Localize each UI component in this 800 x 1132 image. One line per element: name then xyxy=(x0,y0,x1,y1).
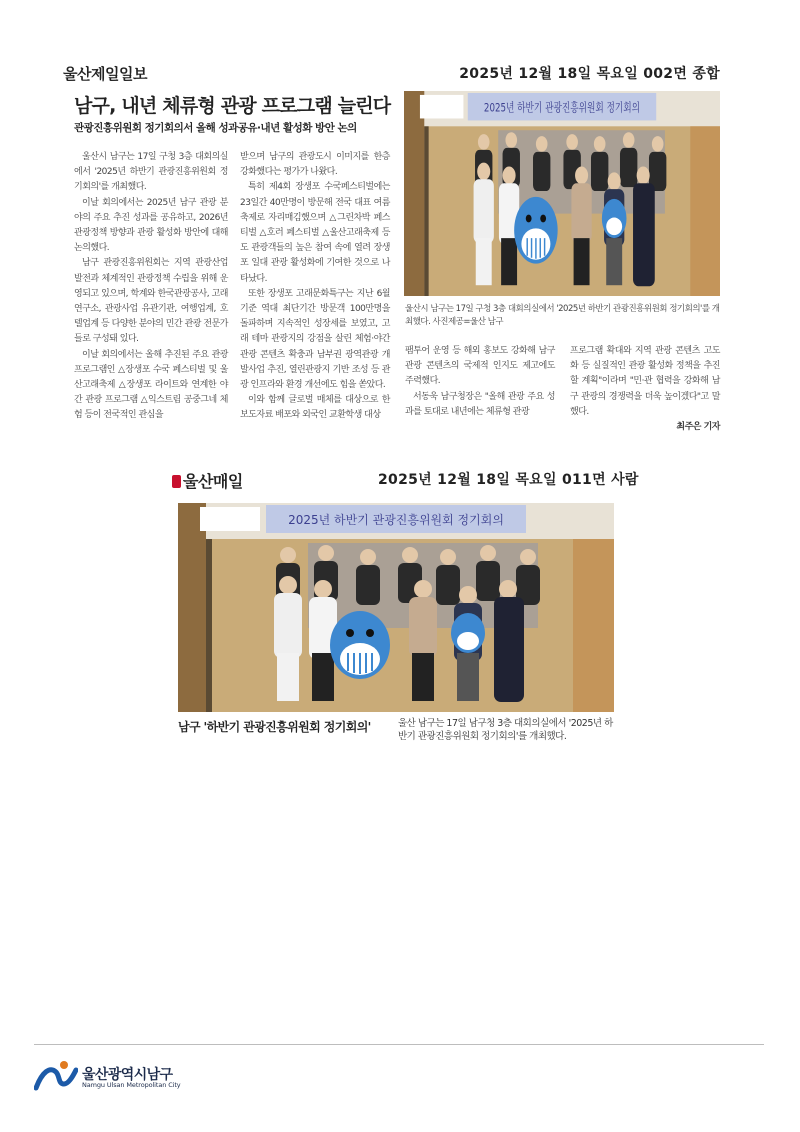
article-column-2 xyxy=(240,150,390,424)
article-column-1 xyxy=(74,150,228,424)
photo-banner-text: 2025년 하반기 관광진흥위원회 정기회의 xyxy=(288,513,504,527)
newspaper-name: 울산제일일보 xyxy=(63,65,147,83)
photo-caption: 울산 남구는 17일 남구청 3층 대회의실에서 '2025년 하반기 관광진흥위원회 정기회의'를 개최했다. xyxy=(398,718,613,742)
paragraph: 서동욱 남구청장은 "올해 관광 주요 성과를 토대로 내년에는 체류형 관광 xyxy=(405,391,555,417)
paragraph: 받으며 남구의 관광도시 이미지를 한층 강화했다는 평가가 나왔다. xyxy=(240,152,390,178)
paragraph: 이와 함께 글로벌 매체를 대상으로 한 보도자료 배포와 외국인 교환학생 대상 xyxy=(240,395,390,421)
article-subheadline: 관광진흥위원회 정기회의서 올해 성과공유·내년 활성화 방안 논의 xyxy=(74,122,357,134)
paragraph: 이날 회의에서는 올해 추진된 주요 관광 프로그램인 △장생포 수국 페스티벌 및 울산고래축제 △장생포 라이트와 연계한 야간 관광 프로그램 △익스트림 공중그네 체험 등이 전국적인 관심을 xyxy=(74,349,228,421)
paragraph: 특히 제4회 장생포 수국페스티벌에는 23일간 40만명이 방문해 전국 대표 여름축제로 자리매김했으며 △그린차박 페스티벌 △호러 페스티벌 △울산고래축제 등도 관광객들의 높은 참여 속에 열려 장생포 일대 관광 활성화에 기여한 것으로 나타났다. xyxy=(240,182,390,284)
photo-caption-title: 남구 '하반기 관광진흥위원회 정기회의' xyxy=(178,720,371,734)
article-column-3 xyxy=(405,344,555,420)
namgu-logo-icon xyxy=(34,1058,78,1092)
reporter-byline: 최주은 기자 xyxy=(676,422,720,433)
paragraph: 이날 회의에서는 2025년 남구 관광 분야의 주요 추진 성과를 공유하고, 2026년 관광정책 방향과 관광 활성화 방안에 대해 논의했다. xyxy=(74,197,228,254)
paragraph: 프로그램 확대와 지역 관광 콘텐츠 고도화 등 실질적인 관광 활성화 정책을 추진할 계획"이라며 "민·관 협력을 강화해 남구 관광의 경쟁력을 더욱 높이겠다"고 말했다. xyxy=(570,346,720,417)
article-photo-1 xyxy=(404,91,720,296)
newspaper-name: 울산매일 xyxy=(183,472,243,491)
publication-date: 2025년 12월 18일 목요일 002면 종합 xyxy=(459,66,720,82)
photo-banner-text: 2025년 하반기 관광진흥위원회 정기회의 xyxy=(483,101,641,116)
organization-name: 울산광역시남구 xyxy=(82,1067,173,1083)
article-column-4 xyxy=(570,344,720,435)
ulsan-maeil-logo-icon xyxy=(172,475,181,488)
footer-divider xyxy=(34,1044,764,1045)
paragraph: 또한 장생포 고래문화특구는 지난 6월 기준 역대 최단기간 방문객 100만명을 돌파하며 지속적인 성장세를 보였고, 고래 테마 관광지의 강점을 살린 체험·야간관광 콘텐츠 확충과 남부권 광역관광 개발사업 추진, 열린관광지 기반 조성 등 관광 인프라와 환경 개선에도 힘을 쏟았다. xyxy=(240,288,390,391)
organization-name-english: Namgu Ulsan Metropolitan City xyxy=(82,1081,181,1089)
paragraph: 남구 관광진흥위원회는 지역 관광산업 발전과 체계적인 관광정책 수립을 위해 운영되고 있으며, 학계와 한국관광공사, 고래연구소, 관광사업 유관기관, 여행업계, 호텔업계 등 다양한 분야의 민간 관광 전문가들로 구성돼 있다. xyxy=(74,258,228,345)
newspaper-logo xyxy=(172,469,243,492)
article-headline: 남구, 내년 체류형 관광 프로그램 늘린다 xyxy=(74,95,391,117)
photo-caption: 울산시 남구는 17일 구청 3층 대회의실에서 '2025년 하반기 관광진흥위원회 정기회의'를 개최했다. 사진제공=울산 남구 xyxy=(405,304,720,327)
paragraph: 울산시 남구는 17일 구청 3층 대회의실에서 '2025년 하반기 관광진흥위원회 정기회의'를 개최했다. xyxy=(74,152,228,193)
publication-date: 2025년 12월 18일 목요일 011면 사람 xyxy=(378,472,639,488)
paragraph: 팸투어 운영 등 해외 홍보도 강화해 남구 관광 콘텐츠의 국제적 인지도 제고에도 주력했다. xyxy=(405,346,555,387)
article-photo-2 xyxy=(178,503,614,712)
